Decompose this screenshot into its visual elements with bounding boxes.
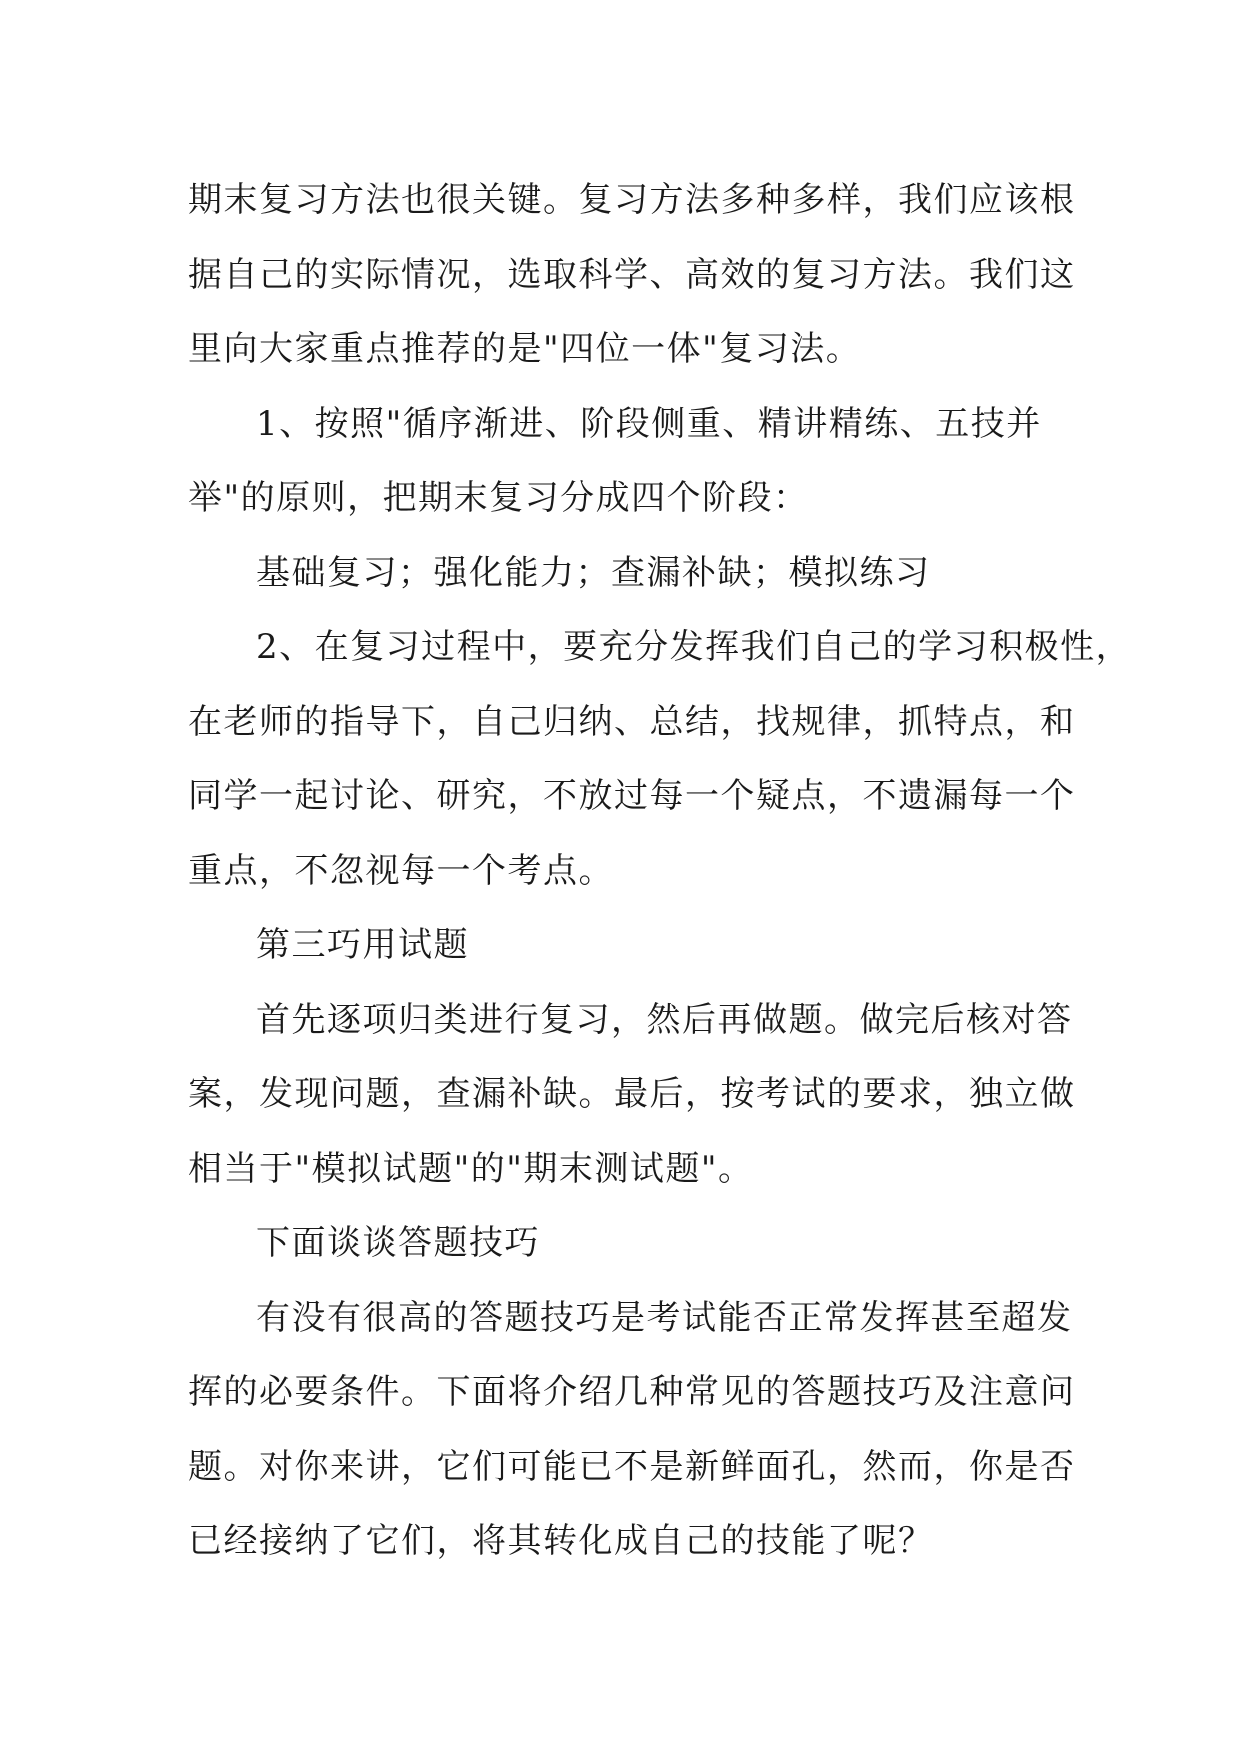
text-line: 在老师的指导下，自己归纳、总结，找规律，抓特点，和: [188, 701, 1076, 742]
text-line: 1、按照"循序渐进、阶段侧重、精讲精练、五技并: [256, 403, 1042, 444]
section-heading: 下面谈谈答题技巧: [256, 1223, 540, 1263]
text-line: 挥的必要条件。下面将介绍几种常见的答题技巧及注意问: [188, 1372, 1076, 1412]
text-line: 已经接纳了它们，将其转化成自己的技能了呢？: [188, 1521, 934, 1561]
text-line: 有没有很高的答题技巧是考试能否正常发挥甚至超发: [256, 1297, 1073, 1338]
text-line: 相当于"模拟试题"的"期末测试题"。: [188, 1148, 754, 1189]
text-line: 2、在复习过程中，要充分发挥我们自己的学习积极性，: [256, 627, 1132, 667]
text-line: 题。对你来讲，它们可能已不是新鲜面孔，然而，你是否: [188, 1446, 1076, 1487]
text-line: 期末复习方法也很关键。复习方法多种多样，我们应该根: [188, 180, 1076, 220]
document-body: [188, 163, 1132, 1579]
text-line: 同学一起讨论、研究，不放过每一个疑点，不遗漏每一个: [188, 776, 1076, 816]
text-line: 里向大家重点推荐的是"四位一体"复习法。: [188, 329, 862, 369]
text-line: 据自己的实际情况，选取科学、高效的复习方法。我们这: [188, 254, 1076, 295]
text-line: 重点，不忽视每一个考点。: [188, 850, 614, 891]
text-line: 首先逐项归类进行复习，然后再做题。做完后核对答: [256, 999, 1073, 1040]
text-line: 案，发现问题，查漏补缺。最后，按考试的要求，独立做: [188, 1074, 1076, 1114]
text-line: 基础复习；强化能力；查漏补缺；模拟练习: [256, 552, 931, 593]
section-heading: 第三巧用试题: [256, 925, 469, 965]
text-line: 举"的原则，把期末复习分成四个阶段：: [188, 478, 809, 518]
